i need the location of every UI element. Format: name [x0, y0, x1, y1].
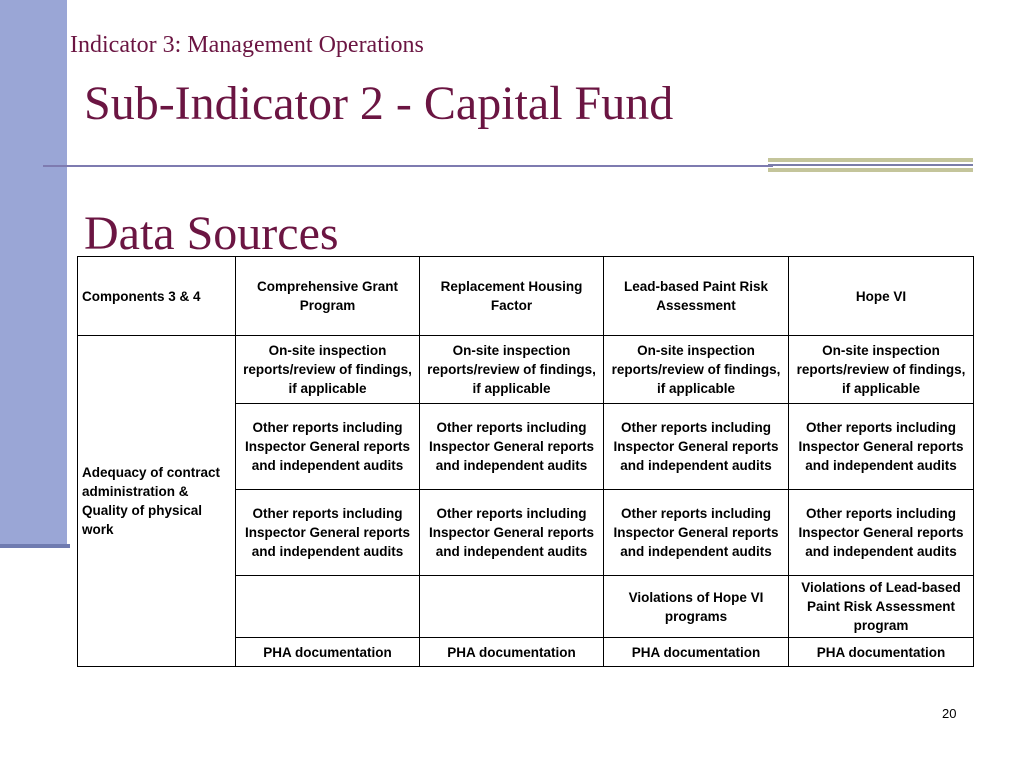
column-header: Replacement Housing Factor — [420, 257, 604, 336]
table-header-row — [78, 257, 974, 336]
column-header: Lead-based Paint Risk Assessment — [604, 257, 789, 336]
table-cell: Violations of Hope VI programs — [604, 576, 789, 638]
title-divider — [43, 165, 773, 167]
table-cell: Other reports including Inspector General reports and independent audits — [236, 404, 420, 490]
table-cell: PHA documentation — [604, 638, 789, 667]
table-cell: Other reports including Inspector General reports and independent audits — [789, 404, 974, 490]
page-number: 20 — [942, 706, 957, 721]
table-cell: Other reports including Inspector General reports and independent audits — [789, 490, 974, 576]
left-decor-bar-shadow — [0, 544, 70, 548]
table-cell: PHA documentation — [420, 638, 604, 667]
table-cell: PHA documentation — [236, 638, 420, 667]
table-cell: Violations of Lead-based Paint Risk Assessment program — [789, 576, 974, 638]
column-header: Comprehensive Grant Program — [236, 257, 420, 336]
table-cell: Other reports including Inspector General reports and independent audits — [604, 404, 789, 490]
slide-subtitle: Indicator 3: Management Operations — [70, 32, 424, 58]
column-header: Hope VI — [789, 257, 974, 336]
table-cell: Other reports including Inspector General reports and independent audits — [236, 490, 420, 576]
row-label-adequacy: Adequacy of contract administration & Quality of physical work — [78, 336, 236, 667]
section-heading: Data Sources — [84, 207, 339, 260]
header-components-label: Components 3 & 4 — [78, 257, 236, 336]
table-cell: On-site inspection reports/review of findings, if applicable — [789, 336, 974, 404]
slide-title: Sub-Indicator 2 - Capital Fund — [84, 77, 674, 130]
data-sources-table — [77, 256, 974, 667]
table-cell — [420, 576, 604, 638]
table-cell: On-site inspection reports/review of findings, if applicable — [604, 336, 789, 404]
table-cell: Other reports including Inspector General reports and independent audits — [604, 490, 789, 576]
table-cell: Other reports including Inspector General reports and independent audits — [420, 404, 604, 490]
table-cell: Other reports including Inspector General reports and independent audits — [420, 490, 604, 576]
table-cell: PHA documentation — [789, 638, 974, 667]
table-cell: On-site inspection reports/review of findings, if applicable — [420, 336, 604, 404]
table-row — [78, 336, 974, 404]
table-cell: On-site inspection reports/review of findings, if applicable — [236, 336, 420, 404]
accent-bars — [768, 158, 973, 180]
table-cell — [236, 576, 420, 638]
left-decor-bar — [0, 0, 67, 548]
